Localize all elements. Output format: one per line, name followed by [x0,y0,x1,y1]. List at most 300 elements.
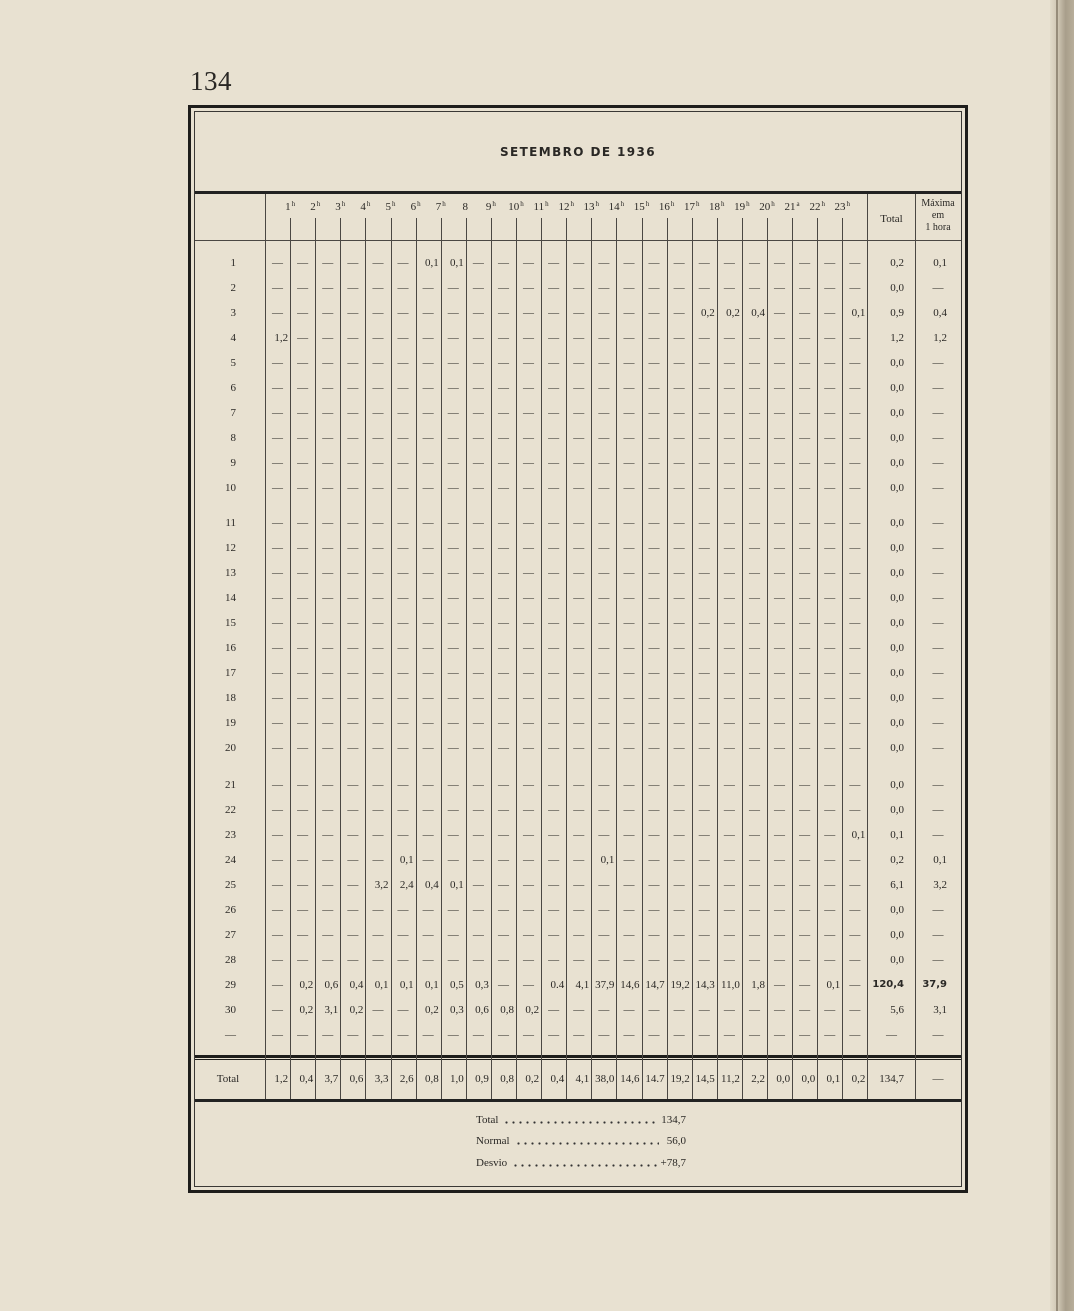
hour-cell: — [272,879,284,891]
hour-cell: — [824,929,836,941]
hour-header-suffix: h [442,200,446,208]
hour-cell: 0,1 [600,854,615,866]
hour-cell: — [799,954,811,966]
hour-cell: — [723,382,735,394]
hour-cell: — [573,929,585,941]
row-total: 0,0 [890,954,904,966]
hour-cell: — [824,717,836,729]
table-row [0,480,1074,496]
hour-header-number: 7 [435,201,442,213]
table-row [0,280,1074,296]
hour-cell: — [698,904,710,916]
hour-cell: — [472,257,484,269]
hour-cell: — [472,457,484,469]
hour-cell: — [799,742,811,754]
row-max-hour: — [932,804,944,816]
hour-cell: — [548,407,560,419]
hour-header-suffix: h [417,200,421,208]
hour-cell: — [447,332,459,344]
hour-cell: — [297,257,309,269]
hour-header-number: 20 [759,201,771,213]
hour-cell: 0,4 [349,979,364,991]
hour-cell: — [598,1029,610,1041]
hour-cell: — [824,457,836,469]
hour-cell: — [497,979,509,991]
hour-cell: — [698,517,710,529]
row-max-hour: — [932,567,944,579]
hour-cell: — [573,692,585,704]
hour-cell: — [497,929,509,941]
hour-header-number: 1 [285,201,291,213]
hour-cell: — [648,382,660,394]
hour-cell: — [272,667,284,679]
hour-cell: — [272,617,284,629]
hour-cell: — [673,332,685,344]
hour-cell: — [447,457,459,469]
row-label: 1 [230,257,236,269]
hour-cell: 14,6 [620,979,640,991]
hour-cell: 14,5 [695,1073,715,1085]
hour-cell: — [799,854,811,866]
hour-cell: — [523,332,535,344]
hour-cell: — [297,642,309,654]
hour-cell: — [272,717,284,729]
hour-cell: — [698,617,710,629]
row-label: 27 [225,929,236,941]
hour-cell: — [799,1004,811,1016]
hour-cell: — [523,617,535,629]
row-label: 15 [225,617,236,629]
hour-cell: — [824,904,836,916]
hour-cell: — [472,542,484,554]
hour-cell: — [372,1029,384,1041]
hour-cell: 2,6 [399,1073,414,1085]
hour-cell: — [297,382,309,394]
hour-cell: — [799,357,811,369]
hour-cell: — [523,829,535,841]
hour-cell: — [523,567,535,579]
hour-cell: — [472,642,484,654]
hour-cell: — [648,829,660,841]
hour-cell: — [372,357,384,369]
hour-cell: — [347,332,359,344]
hour-cell: — [774,617,786,629]
hour-cell: — [422,854,434,866]
row-total: 0,0 [890,382,904,394]
hour-cell: — [573,307,585,319]
hour-cell: — [824,482,836,494]
hour-cell: — [799,717,811,729]
hour-cell: — [497,407,509,419]
hour-cell: — [472,432,484,444]
hour-cell: — [272,742,284,754]
hour-cell: — [573,742,585,754]
hour-cell: — [272,904,284,916]
hour-cell: — [523,854,535,866]
hour-header-number: 17 [683,201,695,213]
hour-cell: — [347,692,359,704]
hour-cell: — [523,954,535,966]
hour-cell: — [573,432,585,444]
hour-cell: 0,2 [701,307,715,319]
hour-cell: — [397,542,409,554]
hour-cell: 0,5 [450,979,464,991]
hour-cell: — [422,829,434,841]
hour-cell: — [272,979,284,991]
row-total: 0,0 [890,804,904,816]
hour-cell: — [573,667,585,679]
hour-cell: — [849,742,861,754]
hour-cell: — [824,307,836,319]
hour-cell: — [523,407,535,419]
hour-cell: — [698,332,710,344]
hour-cell: — [548,617,560,629]
hour-cell: 4,1 [575,1073,590,1085]
hour-cell: — [849,929,861,941]
hour-cell: — [573,517,585,529]
hour-cell: — [598,879,610,891]
hour-cell: — [598,332,610,344]
hour-cell: — [447,542,459,554]
hour-cell: — [598,307,610,319]
hour-cell: — [472,482,484,494]
summary-label: Desvio [476,1157,508,1169]
summary-label: Normal [476,1135,510,1147]
hour-cell: — [472,617,484,629]
hour-cell: — [497,282,509,294]
row-label: 14 [225,592,236,604]
hour-cell: — [347,282,359,294]
hour-cell: — [347,567,359,579]
hour-cell: — [673,432,685,444]
hour-cell: — [598,779,610,791]
hour-cell: 0,1 [851,829,866,841]
hour-cell: — [548,1029,560,1041]
hour-cell: — [824,804,836,816]
hour-cell: — [774,1004,786,1016]
hour-cell: — [673,282,685,294]
hour-cell: 3,7 [324,1073,339,1085]
header-rule [195,240,961,241]
hour-cell: — [397,257,409,269]
hour-cell: — [723,954,735,966]
hour-cell: — [648,854,660,866]
hour-cell: — [347,592,359,604]
hour-header-suffix: h [570,200,574,208]
hour-cell: — [297,542,309,554]
hour-cell: — [648,667,660,679]
hour-header-suffix: h [520,200,524,208]
hour-cell: — [824,742,836,754]
summary-value: 56,0 [666,1135,686,1147]
hour-cell: — [548,432,560,444]
hour-cell: — [297,804,309,816]
hour-cell: — [598,954,610,966]
hour-cell: — [598,567,610,579]
hour-cell: — [573,904,585,916]
hour-cell: 0,4 [299,1073,314,1085]
hour-cell: — [472,929,484,941]
hour-cell: — [698,879,710,891]
table-row [0,927,1074,943]
hour-cell: — [849,257,861,269]
hour-cell: — [322,717,334,729]
table-row [0,515,1074,531]
hour-cell: — [698,929,710,941]
row-total: 0,0 [890,779,904,791]
hour-cell: 11,0 [721,979,740,991]
hour-cell: 3,2 [374,879,389,891]
hour-cell: — [422,667,434,679]
hour-cell: — [748,332,760,344]
hour-cell: — [573,954,585,966]
row-max-hour: — [932,482,944,494]
hour-cell: — [523,879,535,891]
hour-cell: — [748,829,760,841]
hour-cell: — [322,257,334,269]
hour-cell: — [648,457,660,469]
hour-cell: — [397,1004,409,1016]
hour-cell: — [774,779,786,791]
hour-cell: 0,4 [424,879,439,891]
hour-cell: — [573,1029,585,1041]
hour-cell: 0,6 [349,1073,364,1085]
hour-cell: — [372,457,384,469]
table-row [0,877,1074,893]
hour-cell: 0,0 [776,1073,791,1085]
hour-cell: — [799,879,811,891]
hour-cell: — [447,567,459,579]
hour-cell: — [548,929,560,941]
hour-cell: — [372,829,384,841]
hour-cell: — [799,779,811,791]
hour-cell: — [799,457,811,469]
hour-cell: — [824,829,836,841]
hour-cell: — [698,642,710,654]
row-total: 0,0 [890,904,904,916]
hour-cell: — [673,567,685,579]
hour-cell: — [397,282,409,294]
hour-cell: — [698,357,710,369]
hour-cell: — [422,929,434,941]
hour-cell: — [497,1029,509,1041]
hour-cell: — [397,742,409,754]
hour-cell: — [422,517,434,529]
hour-cell: — [523,904,535,916]
row-max-hour: 37,9 [922,979,947,990]
hour-header-suffix: h [392,200,396,208]
row-label: 26 [225,904,236,916]
hour-cell: — [472,357,484,369]
hour-cell: — [347,717,359,729]
hour-cell: — [673,954,685,966]
hour-cell: — [623,929,635,941]
hour-cell: 0,9 [475,1073,489,1085]
hour-cell: 0,1 [399,979,414,991]
hour-cell: — [849,382,861,394]
hour-cell: — [748,904,760,916]
hour-cell: — [673,879,685,891]
row-total: 0,0 [890,457,904,469]
hour-cell: — [548,257,560,269]
hour-cell: — [497,879,509,891]
hour-cell: — [297,282,309,294]
hour-cell: — [397,517,409,529]
hour-cell: — [849,979,861,991]
hour-cell: — [548,692,560,704]
hour-cell: — [598,717,610,729]
hour-cell: — [347,879,359,891]
table-row [0,305,1074,321]
hour-cell: — [322,382,334,394]
hour-cell: — [824,854,836,866]
hour-cell: — [748,382,760,394]
hour-cell: — [472,854,484,866]
hour-cell: — [297,717,309,729]
hour-cell: — [347,954,359,966]
hour-cell: — [623,567,635,579]
hour-cell: — [548,567,560,579]
hour-cell: — [523,929,535,941]
hour-cell: — [297,879,309,891]
hour-cell: — [748,1004,760,1016]
hour-cell: — [272,1004,284,1016]
hour-cell: — [472,692,484,704]
hour-cell: — [623,854,635,866]
hour-cell: 38,0 [595,1073,615,1085]
hour-header-suffix: h [291,200,296,208]
hour-cell: 0,8 [424,1073,439,1085]
hour-cell: — [347,667,359,679]
hour-cell: — [372,904,384,916]
hour-cell: — [397,357,409,369]
hour-cell: — [673,517,685,529]
hour-cell: — [748,742,760,754]
hour-cell: — [347,357,359,369]
hour-cell: — [322,407,334,419]
hour-cell: — [723,592,735,604]
hour-cell: — [598,282,610,294]
hour-header-number: 6 [410,201,417,213]
hour-cell: — [849,667,861,679]
hour-cell: — [648,332,660,344]
hour-cell: 0,2 [851,1073,866,1085]
hour-cell: — [824,542,836,554]
hour-cell: — [372,804,384,816]
hour-cell: — [799,1029,811,1041]
hour-cell: — [573,382,585,394]
hour-cell: — [774,667,786,679]
hour-cell: — [523,779,535,791]
hour-cell: — [297,482,309,494]
hour-cell: — [824,779,836,791]
hour-cell: — [598,382,610,394]
hour-cell: 0,1 [450,257,464,269]
row-max-hour: — [932,542,944,554]
hour-cell: — [824,257,836,269]
row-label: 25 [225,879,236,891]
hour-cell: — [774,829,786,841]
row-label: 12 [225,542,236,554]
hour-cell: — [748,542,760,554]
hour-cell: — [322,742,334,754]
hour-cell: — [748,257,760,269]
hour-cell: — [723,854,735,866]
hour-cell: — [673,457,685,469]
hour-cell: — [598,542,610,554]
hour-cell: — [548,357,560,369]
hour-cell: — [523,457,535,469]
hour-cell: — [648,407,660,419]
summary-value: +78,7 [660,1157,686,1169]
hour-cell: — [523,357,535,369]
hour-cell: — [799,667,811,679]
row-total: 0,0 [890,432,904,444]
hour-cell: — [799,692,811,704]
row-max-hour: — [932,742,944,754]
hour-cell: — [322,282,334,294]
hour-cell: — [648,879,660,891]
hour-cell: — [372,432,384,444]
hour-header-number: 23 [834,201,846,213]
dot-leader [512,1164,659,1167]
hour-header-suffix: h [771,200,775,208]
hour-cell: — [372,854,384,866]
hour-cell: — [748,642,760,654]
hour-cell: 0,3 [475,979,489,991]
hour-cell: — [272,567,284,579]
hour-cell: — [723,617,735,629]
hour-cell: — [272,642,284,654]
hour-cell: — [598,257,610,269]
row-label: 5 [230,357,236,369]
hour-cell: — [774,382,786,394]
hour-cell: — [573,592,585,604]
row-total: 0,0 [890,482,904,494]
hour-cell: — [523,282,535,294]
hour-cell: — [297,779,309,791]
hour-header-suffix: h [645,200,650,208]
row-label: 21 [225,779,236,791]
hour-cell: — [272,929,284,941]
hour-cell: 0,4 [550,1073,565,1085]
hour-cell: — [849,517,861,529]
hour-cell: — [397,692,409,704]
hour-cell: — [447,929,459,941]
hour-header-number: 15 [633,201,645,213]
hour-cell: — [573,357,585,369]
hour-cell: — [472,954,484,966]
hour-cell: — [623,432,635,444]
hour-cell: — [849,879,861,891]
hour-header-suffix: h [341,200,346,208]
hour-cell: — [598,407,610,419]
hour-cell: — [623,717,635,729]
dot-leader [503,1121,659,1124]
hour-cell: — [598,457,610,469]
hour-cell: — [774,804,786,816]
hour-cell: — [397,779,409,791]
hour-cell: — [648,517,660,529]
hour-cell: — [523,517,535,529]
hour-cell: — [748,592,760,604]
hour-cell: — [698,482,710,494]
hour-cell: — [297,432,309,444]
hour-header-number: 12 [558,201,570,213]
hour-cell: — [774,954,786,966]
hour-cell: — [849,482,861,494]
hour-cell: — [472,407,484,419]
